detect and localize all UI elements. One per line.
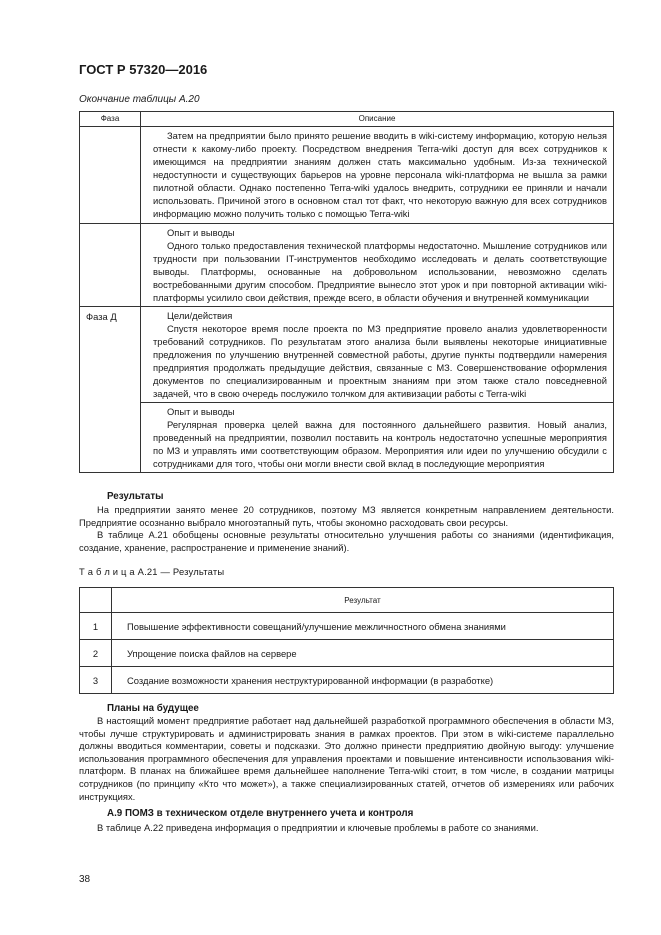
plans-section — [79, 703, 614, 803]
phase-cell: Фаза Д — [80, 307, 141, 473]
table-row — [80, 667, 614, 694]
row-number: 1 — [80, 613, 112, 640]
results-heading: Результаты — [107, 491, 164, 502]
table-a20 — [79, 111, 614, 473]
description-subheading: Опыт и выводы — [167, 406, 235, 417]
description-cell — [141, 224, 614, 307]
table-row — [80, 403, 614, 473]
description-paragraph: Одного только предоставления технической платформы недостаточно. Мышление сотрудников или трудности при пользовании IT-инструментов необходимо исследовать и делать соответствующие выводы. Платформы, основанные на добровольном использовании, невозможно сделать востребованными другим способом. Предприятие вынесло этот урок и при повторной активации wiki-платформы усилило свои действия, прежде всего, в области обучения и внутренней коммуникации — [153, 240, 607, 303]
phase-cell — [80, 224, 141, 307]
table-a21-caption: Т а б л и ц а А.21 — Результаты — [79, 566, 225, 577]
page-number: 38 — [79, 874, 91, 885]
description-cell — [141, 403, 614, 473]
section-a9-heading: А.9 ПОМЗ в техническом отделе внутреннего учета и контроля — [107, 808, 414, 819]
column-header-number — [80, 588, 112, 613]
results-paragraph: На предприятии занято менее 20 сотрудников, поэтому МЗ является конкретным направлением деятельности. Предприятие осознанно выбрало многоэтапный путь, чтобы экономно расходовать свои ресурсы. — [79, 504, 614, 528]
plans-paragraph: В настоящий момент предприятие работает над дальнейшей разработкой программного обеспечения в области МЗ, чтобы лучше структурировать и администрировать знания в рамках проектов. При этом в wiki-системе параллельно должны вводиться комментарии, советы и подсказки. Это должно принести предприятию двойную выгоду: улучшение использования программного обеспечения для управления проектами и повышение интенсивности использования wiki-платформ. В планах на ближайшее время дальнейшее наполнение Terra-wiki стоит, в том числе, в создании матрицы сотрудников (по принципу «Кто что может»), а также специализированных статей, отчетов об измерениях или рабочих инструкциях. — [79, 715, 614, 802]
table-row — [80, 224, 614, 307]
description-subheading: Опыт и выводы — [167, 227, 235, 238]
results-paragraph: В таблице А.21 обобщены основные результаты относительно улучшения работы со знаниями (идентификация, создание, хранение, распространение и применение знаний). — [79, 529, 614, 553]
description-paragraph: Регулярная проверка целей важна для постоянного дальнейшего развития. Новый анализ, проведенный на предприятии, позволил поставить на контроль недостаточно успешные мероприятия по МЗ и управлять ими соответствующим образом. Мероприятия или идеи по улучшению обсудили с сотрудниками для того, чтобы они могли внести свой вклад в последующие мероприятия — [153, 419, 607, 469]
table-header-row — [80, 588, 614, 613]
table-row — [80, 307, 614, 403]
row-number: 2 — [80, 640, 112, 667]
results-section — [79, 491, 614, 554]
result-text: Создание возможности хранения неструктурированной информации (в разработке) — [112, 667, 614, 694]
phase-cell — [80, 127, 141, 224]
column-header-result: Результат — [112, 588, 614, 613]
description-subheading: Цели/действия — [167, 310, 233, 321]
section-a9-paragraph: В таблице А.22 приведена информация о предприятии и ключевые проблемы в работе со знаниями. — [97, 822, 539, 833]
description-paragraph: Затем на предприятии было принято решение вводить в wiki-систему информацию, которую нельзя отнести к какому-либо проекту. Посредством внедрения Terra-wiki доступ для всех сотрудников к имеющимся на предприятии знаниям должен стать максимально удобным. Из-за технической недоступности и существующих барьеров на уровне персонала wiki-платформа не вышла за рамки пилотной области. Однако постепенно Terra-wiki удалось внедрить, сотрудники ее приняли и начали использовать. Причиной этого в основном стал тот факт, что некоторую важную для всех сотрудников информацию можно получить только с помощью Terra-wiki — [153, 130, 607, 219]
table-row — [80, 613, 614, 640]
table-a20-caption: Окончание таблицы А.20 — [79, 94, 200, 105]
section-a9 — [79, 808, 614, 835]
plans-heading: Планы на будущее — [107, 703, 199, 714]
column-header-phase: Фаза — [80, 112, 141, 127]
column-header-description: Описание — [141, 112, 614, 127]
table-header-row — [80, 112, 614, 127]
description-paragraph: Спустя некоторое время после проекта по МЗ предприятие провело анализ удовлетворенности требований сотрудников. По результатам этого анализа были выявлены некоторые инициативные предложения по улучшению внутренней совместной работы, другие пункты подтвердили намерения предприятия продолжать предыдущие действия, связанные с МЗ. Совершенствование оформления документов по специализированным и проектным знаниям при этом также стало повседневной задачей, что в свою очередь послужило толчком для активизации работы с Terra-wiki — [153, 323, 607, 399]
result-text: Повышение эффективности совещаний/улучшение межличностного обмена знаниями — [112, 613, 614, 640]
table-row — [80, 640, 614, 667]
row-number: 3 — [80, 667, 112, 694]
table-row — [80, 127, 614, 224]
result-text: Упрощение поиска файлов на сервере — [112, 640, 614, 667]
description-cell — [141, 307, 614, 403]
description-cell — [141, 127, 614, 224]
table-a21 — [79, 587, 614, 694]
document-header: ГОСТ Р 57320—2016 — [79, 62, 208, 77]
